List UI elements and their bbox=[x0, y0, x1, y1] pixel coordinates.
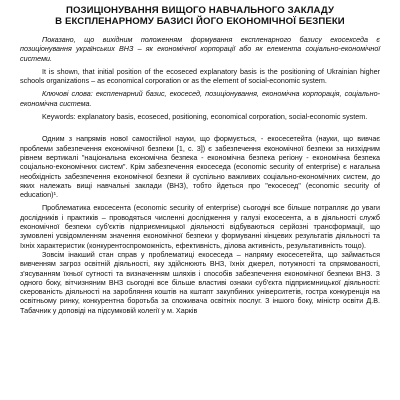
keywords-ukrainian: Ключові слова: експленарний базис, екосесед, позиціонування, економічна корпорація, соціально-економічна система. bbox=[20, 89, 380, 108]
body-paragraph-1: Одним з напрямів нової самостійної науки, що формується, - екосесетейта (науки, що вивчає проблеми забезпечення економічної безпеки [1, с. 3]) є забезпечення економічної безпеки за низхідним рівнем вертикалі "національна економічна безпека - економічна безпека регіону - економічна безпека соціально-економічних систем". Крім забезпечення екосеседа (economic security of enterprise) є нагальна необхідність забезпечення економічної безпеки й суспільно важливих соціально-економічних систем, до яких належать вищі навчальні заклади (ВНЗ), тобто йдеться про "екосесед" (economic security of education)¹. bbox=[20, 134, 380, 200]
article-title-line-1: ПОЗИЦІОНУВАННЯ ВИЩОГО НАВЧАЛЬНОГО ЗАКЛАДУ bbox=[65, 5, 335, 16]
article-title-line-2: В ЕКСПЛЕНАРНОМУ БАЗИСІ ЙОГО ЕКОНОМІЧНОЇ БЕЗПЕКИ bbox=[55, 16, 345, 27]
abstract-english: It is shown, that initial position of the ecoseced explanatory basis is the positioning of Ukrainian higher schools organizations – as economical corporation or as the element of social-economic system. bbox=[20, 66, 380, 86]
keywords-english: Keywords: explanatory basis, ecoseced, positioning, economical corporation, social-economic system. bbox=[42, 112, 368, 122]
body-paragraph-2: Проблематика екосесента (economic security of enterprise) сьогодні все більше потрапляє до уваги дослідників і практиків – проводяться численні дослідження у галузі екосесента, а в діяльності служб економічної безпеки суб'єктів підприємницької діяльності відбуваються серйозні трансформації, що зумовлені усвідомленням значення економічної безпеки у формуванні кінцевих результатів діяльності та їхніх характеристик (конкурентоспроможність, ефективність, ділова активність, результативність тощо). bbox=[20, 203, 380, 250]
body-paragraph-3: Зовсім інакший стан справ у проблематиці екосеседа – напряму екосесетейта, що займається вивченням загроз освітній діяльності, яку здійснюють ВНЗ, їхніх джерел, потужності та спрямованості, з'ясуванням їхньої сутності та визначенням шляхів і способів забезпечення економічної безпеки ВНЗ. З одного боку, вітчизняним ВНЗ сьогодні все більше властиві ознаки суб'єкта підприємницької діяльності: скерованість діяльності на заробляння коштів на кштапт закупбиних університетів, гостра конкуренція на освітньому ринку, конкурентна боротьба за споживача освітніх послуг. З іншого боку, міністр освіти Д.В. Табачник у доповіді на підсумковій колегії у м. Харків bbox=[20, 249, 380, 315]
abstract-ukrainian: Показано, що вихідним положенням формування експленарного базису екосекседа є позиціонування українських ВНЗ – як економічної корпорації або як елемента соціально-економічної системи. bbox=[20, 35, 380, 63]
